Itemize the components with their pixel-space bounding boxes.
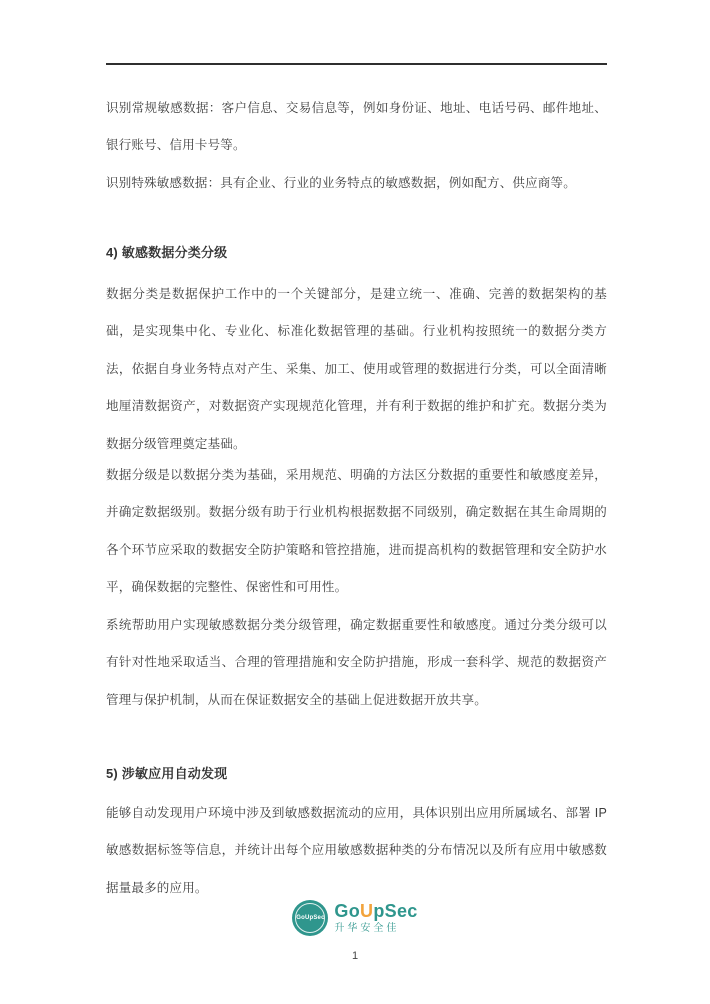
- paragraph-data-grading: 数据分级是以数据分类为基础，采用规范、明确的方法区分数据的重要性和敏感度差异，并确定数据级别。数据分级有助于行业机构根据数据不同级别，确定数据在其生命周期的各个环节应采取的数据安全防护策略和管控措施，进而提高机构的数据管理和安全防护水平，确保数据的完整性、保密性和可用性。: [106, 468, 607, 595]
- header-rule: [106, 63, 607, 65]
- logo-subtitle: 升华安全佳: [334, 923, 400, 934]
- page-number: 1: [351, 950, 359, 962]
- logo-title: [334, 901, 417, 921]
- paragraph-special-sensitive-data: 识别特殊敏感数据：具有企业、行业的业务特点的敏感数据，例如配方、供应商等。: [106, 176, 576, 190]
- logo-title-go: Go: [334, 901, 361, 921]
- goupsec-logo: [0, 900, 710, 936]
- logo-wordmark: [334, 901, 417, 935]
- section-heading-5-app-discovery: 5) 涉敏应用自动发现: [106, 766, 228, 781]
- badge-label: GoUpSec: [296, 915, 325, 921]
- paragraph-app-discovery: 能够自动发现用户环境中涉及到敏感数据流动的应用，具体识别出应用所属域名、部署 IP 敏感数据标签等信息，并统计出每个应用敏感数据种类的分布情况以及所有应用中敏感数据量最多的应用。: [106, 806, 607, 895]
- paragraph-system-helps: 系统帮助用户实现敏感数据分类分级管理，确定数据重要性和敏感度。通过分类分级可以有针对性地采取适当、合理的管理措施和安全防护措施，形成一套科学、规范的数据资产管理与保护机制，从而在保证数据安全的基础上促进数据开放共享。: [106, 618, 607, 707]
- logo-title-u: U: [360, 901, 374, 921]
- paragraph-regular-sensitive-data: 识别常规敏感数据：客户信息、交易信息等，例如身份证、地址、电话号码、邮件地址、银行账号、信用卡号等。: [106, 101, 607, 153]
- paragraph-data-classification: 数据分类是数据保护工作中的一个关键部分，是建立统一、准确、完善的数据架构的基础，是实现集中化、专业化、标准化数据管理的基础。行业机构按照统一的数据分类方法，依据自身业务特点对产生、采集、加工、使用或管理的数据进行分类，可以全面清晰地厘清数据资产，对数据资产实现规范化管理，并有利于数据的维护和扩充。数据分类为数据分级管理奠定基础。: [106, 287, 607, 451]
- section-heading-4-classification: 4) 敏感数据分类分级: [106, 245, 228, 260]
- logo-title-psec: pSec: [373, 901, 418, 921]
- goupsec-badge-icon: [292, 900, 328, 936]
